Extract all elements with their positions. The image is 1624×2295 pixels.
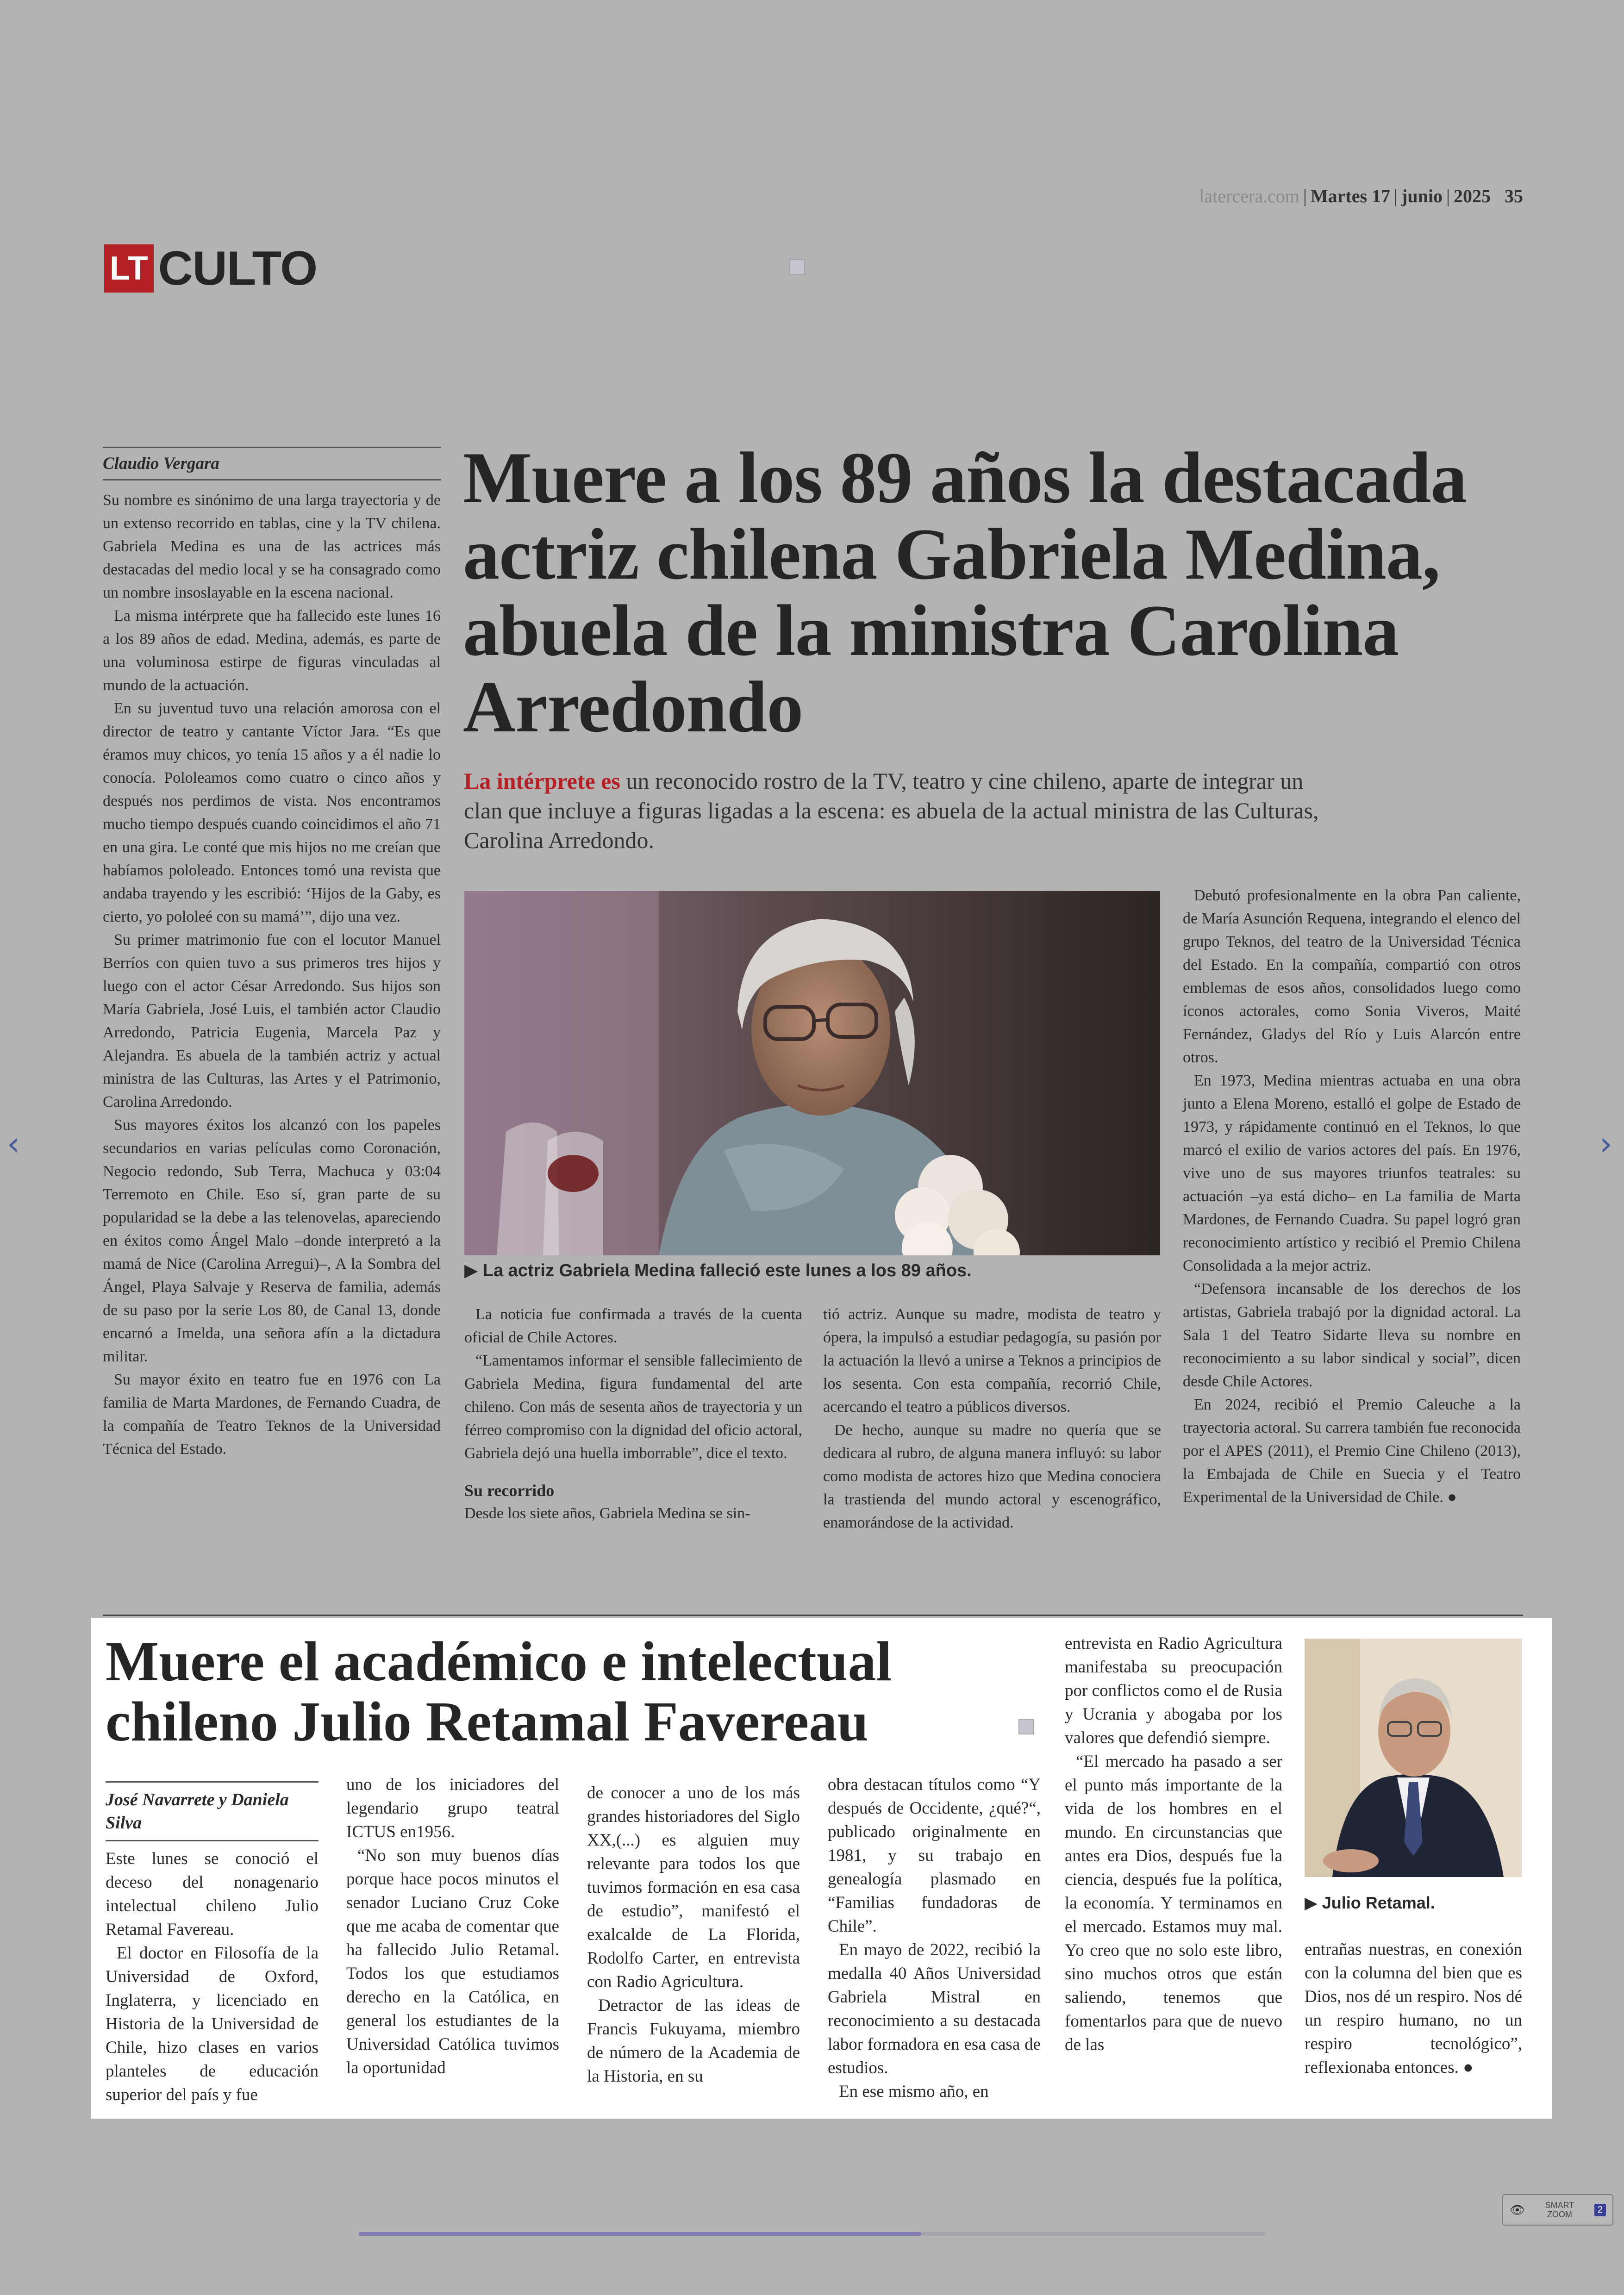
article1-column-2 <box>464 1303 802 1525</box>
paragraph: Su primer matrimonio fue con el locutor Manuel Berríos con quien tuvo a sus primeros tres hijos y luego con el actor César Arredondo. Sus hijos son María Gabriela, José Luis, el también actor Claudio Arredondo, Patricia Eugenia, Marcela Paz y Alejandra. Es abuela de la también actriz y actual ministra de las Culturas, las Artes y el Patrimonio, Carolina Arredondo. <box>103 931 441 1110</box>
article2-column-2 <box>346 1773 559 2080</box>
article1-photo-caption: ▶ La actriz Gabriela Medina falleció este lunes a los 89 años. <box>464 1261 972 1280</box>
article2-column-3 <box>587 1781 800 2088</box>
article-divider <box>103 1615 1523 1616</box>
next-page-button[interactable]: › <box>1599 1125 1612 1163</box>
paragraph: tió actriz. Aunque su madre, modista de teatro y ópera, la impulsó a estudiar pedagogía, su pasión por la actuación la llevó a unirse a Teknos a principios de los sesenta. Con esta compañía, recorrió Chile, acercando el teatro a públicos diversos. <box>823 1306 1161 1416</box>
paragraph: En su juventud tuvo una relación amorosa con el director de teatro y cantante Víctor Jara. “Es que éramos muy chicos, yo tenía 15 años y a él nadie lo conocía. Pololeamos como cuatro o cinco años y después nos perdimos de vista. Nos encontramos mucho tiempo después cuando coincidimos el año 71 en una gira. Le conté que mis hijos no me creían que habíamos pololeado. Entonces tomó una revista que andaba trayendo y les escribió: ‘Hijos de la Gaby, es cierto, yo pololeé con su mamá’”, dijo una vez. <box>103 700 441 925</box>
page-number: 35 <box>1505 186 1523 206</box>
article1-subhead: Su recorrido <box>464 1481 555 1500</box>
paragraph: La misma intérprete que ha fallecido este lunes 16 a los 89 años de edad. Medina, además, es parte de una voluminosa estirpe de figuras vinculadas al mundo de la actuación. <box>103 607 441 694</box>
previous-page-button[interactable]: ‹ <box>7 1125 20 1163</box>
photo-julio-retamal <box>1305 1639 1522 1877</box>
site-name: latercera.com <box>1199 186 1299 206</box>
date-month: junio <box>1401 186 1443 206</box>
article1-byline: Claudio Vergara <box>103 447 441 480</box>
article2-byline: José Navarrete y Daniela Silva <box>106 1781 319 1841</box>
article1-col1-text <box>103 489 441 1461</box>
article1-column-3 <box>823 1303 1161 1534</box>
reading-progress-fill <box>359 2232 921 2236</box>
article2-headline: Muere el académico e intelectual chileno Julio Retamal Favereau <box>106 1630 892 1753</box>
photo-gabriela-medina <box>464 891 1160 1255</box>
paragraph: En mayo de 2022, recibió la medalla 40 Años Universidad Gabriela Mistral en reconocimiento a su destacada labor formadora en esa casa de estudios. <box>828 1940 1041 2077</box>
section-name: CULTO <box>158 241 318 295</box>
paragraph: Este lunes se conoció el deceso del nonagenario intelectual chileno Julio Retamal Favereau. <box>106 1849 319 1939</box>
date-bar: latercera.com | Martes 17 | junio | 2025 35 <box>1199 186 1523 206</box>
article2-column-5 <box>1065 1632 1282 2057</box>
paragraph: entrañas nuestras, en conexión con la columna del bien que es Dios, nos dé un respiro. Nos dé un respiro humano, no un respiro tecnológico”, reflexionaba entonces. ● <box>1305 1940 1522 2077</box>
article1-column-1 <box>103 447 441 1461</box>
paragraph: Debutó profesionalmente en la obra Pan caliente, de María Asunción Requena, integrando el elenco del grupo Teknos, del teatro de la Universidad Técnica del Estado. En la compañía, compartió con otros emblemas de esos años, consolidados luego como íconos actorales, como Sonia Viveros, Maité Fernández, Gladys del Río y Luis Alarcón entre otros. <box>1183 887 1521 1066</box>
article1-headline: Muere a los 89 años la destacada actriz chilena Gabriela Medina, abuela de la ministra Carolina Arredondo <box>463 437 1467 748</box>
article1-photo <box>464 891 1160 1255</box>
paragraph: entrevista en Radio Agricultura manifestaba su preocupación por conflictos como el de Rusia y Ucrania y abogaba por los valores que defendió siempre. <box>1065 1634 1282 1747</box>
smart-zoom-button[interactable] <box>1502 2194 1613 2226</box>
paragraph: Su nombre es sinónimo de una larga trayectoria y de un extenso recorrido en tablas, cine y la TV chilena. Gabriela Medina es una de las actrices más destacadas del medio local y se ha consagrado como un nombre insoslayable en la escena nacional. <box>103 492 441 601</box>
paragraph: Sus mayores éxitos los alcanzó con los papeles secundarios en varias películas como Coronación, Negocio redondo, Sub Terra, Machuca y 03:04 Terremoto en Chile. Eso sí, gran parte de su popularidad se la debe a las telenovelas, apareciendo en éxitos como Ángel Malo –donde interpretó a la mamá de Nice (Carolina Arregui)–, A la Sombra del Ángel, Playa Salvaje y Reserva de familia, además de su paso por la serie Los 80, de Canal 13, donde encarnó a Imelda, una señora afín a la dictadura militar. <box>103 1116 441 1365</box>
section-logo <box>104 243 317 294</box>
date-year: 2025 <box>1454 186 1491 206</box>
article2-photo <box>1305 1639 1522 1877</box>
paragraph: Desde los siete años, Gabriela Medina se sin- <box>464 1505 750 1522</box>
lead-text: un reconocido rostro de la TV, teatro y cine chileno, aparte de integrar un clan que incluye a figuras ligadas a la escena: es abuela de la actual ministra de las Culturas, Carolina Arredondo. <box>464 768 1319 853</box>
lead-highlight: La intérprete es <box>464 768 620 794</box>
paragraph: de conocer a uno de los más grandes historiadores del Siglo XX,(...) es alguien muy relevante para todos los que tuvimos formación en esa casa de estudio”, manifestó el exalcalde de La Florida, Rodolfo Carter, en entrevista con Radio Agricultura. <box>587 1784 800 1991</box>
smart-zoom-label: SMART ZOOM <box>1545 2201 1574 2219</box>
paragraph: obra destacan títulos como “Y después de Occidente, ¿qué?“, publicado originalmente en 1981, y su trabajo en genealogía plasmado en “Familias fundadoras de Chile”. <box>828 1775 1041 1936</box>
article2-column-6 <box>1305 1938 1522 2079</box>
paragraph: De hecho, aunque su madre no quería que se dedicara al rubro, de alguna manera influyó: su labor como modista de actores hizo que Medina conociera la trastienda del mundo actoral y escenográfico, enamorándose de la actividad. <box>823 1422 1161 1531</box>
paragraph: Su mayor éxito en teatro fue en 1976 con La familia de Marta Mardones, de Fernando Cuadra, de la compañía de Teatro Teknos de la Universidad Técnica del Estado. <box>103 1371 441 1458</box>
paragraph: “Defensora incansable de los derechos de los artistas, Gabriela trabajó por la dignidad actoral. La Sala 1 del Teatro Sidarte lleva su nombre en reconocimiento a su labor sindical y social”, dicen desde Chile Actores. <box>1183 1280 1521 1390</box>
article2-column-4 <box>828 1773 1041 2103</box>
article1-lead <box>464 766 1325 855</box>
ad-placeholder-icon[interactable] <box>1018 1719 1034 1734</box>
paragraph: La noticia fue confirmada a través de la cuenta oficial de Chile Actores. <box>464 1306 802 1346</box>
paragraph: uno de los iniciadores del legendario grupo teatral ICTUS en1956. <box>346 1775 559 1841</box>
paragraph: “El mercado ha pasado a ser el punto más importante de la vida de los hombres en el mundo. En circunstancias que antes era Dios, después fue la ciencia, después fue la política, la economía. Y terminamos en el mercado. Estamos muy mal. Yo creo que no solo este libro, sino muchos otros que están saliendo, tenemos que fomentarlos para que de nuevo de las <box>1065 1752 1282 2054</box>
paragraph: En 1973, Medina mientras actuaba en una obra junto a Elena Moreno, estalló el golpe de Estado de 1973, y rápidamente continuó en el Teknos, lo que marcó el exilio de varios actores del país. En 1976, vive uno de sus mayores triunfos teatrales: su actuación –ya está dicho– en La familia de Marta Mardones, de Fernando Cuadra. Su papel logró gran reconocimiento artístico y recibió el Premio Chilena Consolidada a la mejor actriz. <box>1183 1072 1521 1274</box>
paragraph: “No son muy buenos días porque hace pocos minutos el senador Luciano Cruz Coke que me acaba de comentar que ha fallecido Julio Retamal. Todos los que estudiamos derecho en la Católica, en general los estudiantes de la Universidad Católica tuvimos la oportunidad <box>346 1846 559 2077</box>
paragraph: Detractor de las ideas de Francis Fukuyama, miembro de número de la Academia de la Historia, en su <box>587 1996 800 2086</box>
eye-icon: 👁 <box>1510 2202 1525 2217</box>
article2-photo-caption: ▶ Julio Retamal. <box>1305 1893 1435 1912</box>
ad-placeholder-icon[interactable] <box>789 259 805 275</box>
paragraph: En ese mismo año, en <box>839 2082 989 2101</box>
article1-column-4 <box>1183 884 1521 1509</box>
paragraph: El doctor en Filosofía de la Universidad de Oxford, Inglaterra, y licenciado en Historia de la Universidad de Chile, hizo clases en varios planteles de educación superior del país y fue <box>106 1944 319 2104</box>
paragraph: En 2024, recibió el Premio Caleuche a la trayectoria actoral. Su carrera también fue reconocida por el APES (2011), el Premio Cine Chileno (2013), la Embajada de Chile en Suecia y el Teatro Experimental de la Universidad de Chile. ● <box>1183 1396 1521 1506</box>
reading-progress-bar[interactable] <box>359 2232 1266 2236</box>
article2-column-1 <box>106 1781 319 2107</box>
smart-zoom-badge: 2 <box>1594 2204 1606 2216</box>
date-day: Martes 17 <box>1310 186 1391 206</box>
logo-mark: LT <box>104 244 154 293</box>
paragraph: “Lamentamos informar el sensible fallecimiento de Gabriela Medina, figura fundamental del arte chileno. Con más de sesenta años de trayectoria y un férreo compromiso con la dignidad del oficio actoral, Gabriela dejó una huella imborrable”, dice el texto. <box>464 1352 802 1462</box>
article2-col1-text <box>106 1847 319 2107</box>
